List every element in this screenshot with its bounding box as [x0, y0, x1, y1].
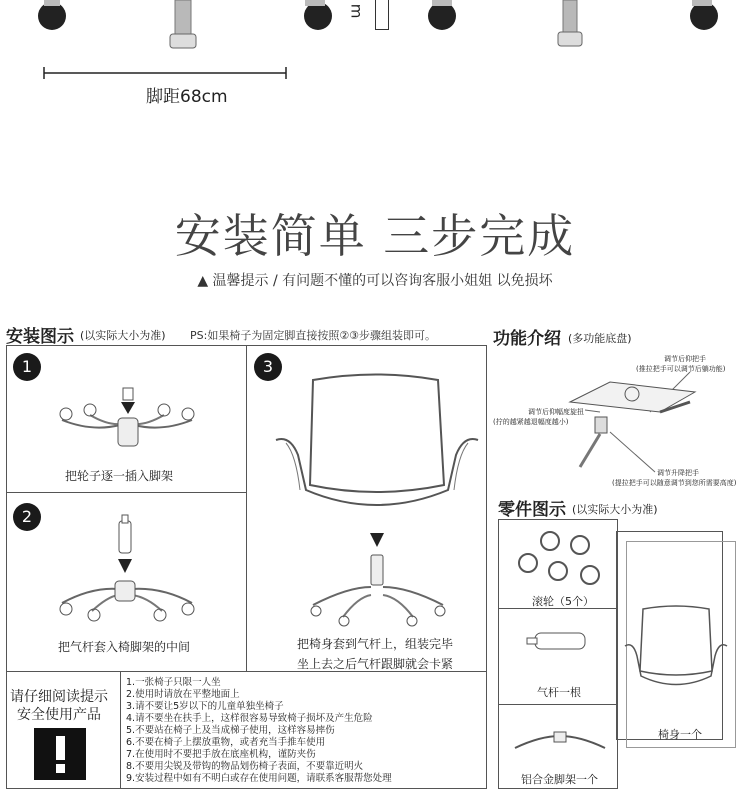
- parts-seat-label: 椅身一个: [658, 728, 702, 741]
- foot-distance-dimension-line: [40, 66, 290, 80]
- safety-item: 9.安装过程中如有不明白或存在使用问题，请联系客服帮您处理: [126, 773, 392, 784]
- gas-lift-drawing: [525, 625, 595, 665]
- foot-distance-label: 脚距68cm: [146, 87, 228, 107]
- label-back-handle: 调节后仰把手: [664, 355, 706, 363]
- label-back-handle-note: (推拉把手可以调节后躺功能): [636, 365, 726, 373]
- step-2-caption: 把气杆套入椅脚架的中间: [58, 640, 191, 654]
- chair-base-illustration-right: [420, 0, 740, 60]
- safety-item: 1.一张椅子只限一人坐: [126, 677, 221, 688]
- parts-heading-note: (以实际大小为准): [572, 503, 658, 516]
- step-3-caption-line-1: 把椅身套到气杆上，组装完毕: [297, 637, 454, 651]
- mechanism-drawing: [540, 372, 740, 472]
- step-3-caption-line-2: 坐上去之后气杆跟脚就会卡紧: [297, 657, 454, 671]
- safety-item: 7.在使用时不要把手放在底座机构，谨防夹伤: [126, 749, 316, 760]
- step-1-wheel-base-drawing: [52, 380, 202, 450]
- warning-icon: [34, 728, 86, 780]
- parts-gas-lift-label: 气杆一根: [537, 686, 581, 699]
- parts-divider-2: [498, 704, 618, 705]
- step-1-number: 1: [13, 353, 41, 381]
- function-heading-note: (多功能底盘): [568, 332, 632, 345]
- parts-heading: 零件图示: [498, 500, 566, 520]
- safety-item: 4.请不要坐在扶手上，这样很容易导致椅子损坏及产生危险: [126, 713, 373, 724]
- wheels-drawing: [510, 523, 610, 593]
- tip-line: ▲ 温馨提示 / 有问题不懂的可以咨询客服小姐姐 以免损坏: [197, 273, 553, 289]
- step-2-number: 2: [13, 503, 41, 531]
- parts-wheels-label: 滚轮（5个）: [532, 595, 594, 608]
- safety-item: 6.不要在椅子上摆放重物，或者充当手推车使用: [126, 737, 326, 748]
- step-3-chair-drawing: [268, 365, 468, 625]
- step-2-gas-lift-drawing: [52, 515, 202, 625]
- main-title: 安装简单 三步完成: [174, 209, 576, 263]
- step-3-number: 3: [254, 353, 282, 381]
- safety-divider: [120, 672, 121, 788]
- safety-title-line-1: 请仔细阅读提示: [10, 689, 108, 705]
- safety-item: 2.使用时请放在平整地面上: [126, 689, 240, 700]
- safety-title-line-2: 安全使用产品: [17, 707, 101, 723]
- chair-base-illustration-left: [30, 0, 370, 60]
- label-tilt-knob: 调节后仰幅度旋扭: [528, 408, 584, 416]
- label-tilt-knob-note: (拧的越紧越退幅度越小): [493, 418, 569, 426]
- base-drawing: [510, 730, 610, 760]
- safety-item: 5.不要站在椅子上及当成梯子使用，这样容易摔伤: [126, 725, 335, 736]
- safety-list: [126, 677, 392, 785]
- install-ps-note: PS:如果椅子为固定脚直接按照②③步骤组装即可。: [190, 329, 437, 342]
- label-lift-handle: 调节升降把手: [657, 469, 699, 477]
- safety-item: 3.请不要让5岁以下的儿童单独坐椅子: [126, 701, 284, 712]
- height-marker: [375, 0, 389, 30]
- parts-divider-1: [498, 608, 618, 609]
- step-1-caption: 把轮子逐一插入脚架: [65, 469, 174, 483]
- seat-drawing: [621, 601, 731, 711]
- install-heading-note: (以实际大小为准): [80, 329, 166, 342]
- safety-item: 8.不要用尖锐及带钩的物品划伤椅子表面，不要靠近明火: [126, 761, 364, 772]
- parts-base-label: 铝合金脚架一个: [521, 773, 598, 786]
- install-heading: 安装图示: [6, 327, 74, 347]
- label-lift-handle-note: (提拉把手可以随意调节到您所需要高度): [612, 479, 737, 487]
- height-marker-label: m: [347, 3, 366, 19]
- function-heading: 功能介绍: [493, 329, 561, 349]
